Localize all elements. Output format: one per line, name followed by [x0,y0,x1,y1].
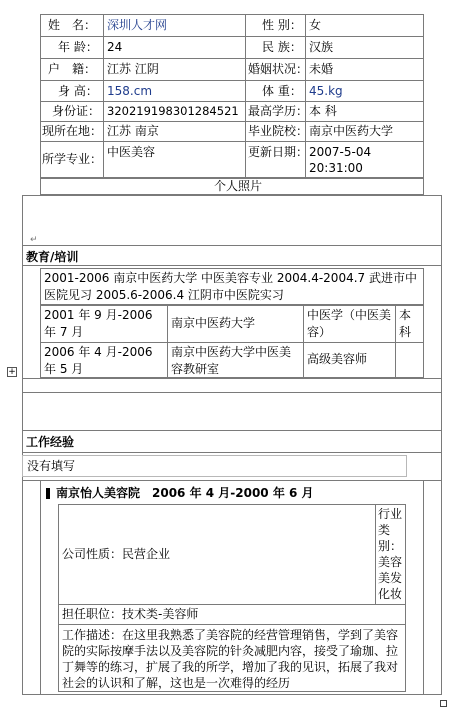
company-bullet [46,488,50,499]
work-heading: 工作经验 [26,435,75,449]
education-row-1-school: 南京中医药大学 [171,316,256,330]
height-value: 158.cm [107,84,153,98]
company-industry: 行业类别：美容美发化妆 [378,507,403,601]
weight-label: 体 重： [262,84,302,98]
name-value: 深圳人才网 [107,18,168,32]
hukou-value: 江苏 江阴 [107,62,159,76]
ethnicity-label: 民 族： [262,40,302,54]
school-label: 毕业院校： [248,124,309,138]
company-type: 公司性质：民营企业 [62,547,171,561]
updated-label: 更新日期： [248,145,309,159]
location-value: 江苏 南京 [107,124,159,138]
school-value: 南京中医药大学 [309,124,394,138]
education-row-2-major: 高级美容师 [307,352,368,366]
updated-value: 2007-5-04 20:31:00 [309,145,372,175]
education-value: 本 科 [309,104,337,118]
paragraph-mark: ↵ [30,235,38,245]
id-label: 身份证： [52,104,101,118]
company-header: 南京怡人美容院 2006 年 4 月-2000 年 6 月 [56,486,314,500]
major-label: 所学专业： [42,152,103,166]
education-row-2-school: 南京中医药大学中医美容教研室 [171,345,292,376]
id-value: 320219198301284521 [107,104,239,118]
ethnicity-value: 汉族 [309,40,334,54]
photo-label: 个人照片 [214,179,263,193]
page-end-marker [440,700,447,707]
education-row-2-period: 2006 年 4 月-2006 年 5 月 [44,345,153,376]
age-label: 年 龄： [58,40,98,54]
education-row-1-major: 中医学（中医美容） [307,308,392,339]
location-label: 现所在地： [42,124,103,138]
age-value: 24 [107,40,123,54]
position: 担任职位：技术类-美容师 [62,607,199,621]
work-note-cell [22,455,407,477]
work-note: 没有填写 [27,459,76,473]
name-label: 姓 名： [48,18,97,32]
work-description: 工作描述：在这里我熟悉了美容院的经营管理销售，学到了美容院的实际按摩手法以及美容院的针灸减肥内容，接受了瑜珈、拉丁舞等的练习，扩展了我的所学，增加了我的见识，拓展了我对社会的认识和了解，这也是一次难得的经历 [62,628,399,690]
weight-value: 45.kg [309,84,343,98]
height-label: 身 高： [58,84,98,98]
gender-value: 女 [309,18,322,32]
marital-value: 未婚 [309,62,334,76]
marital-label: 婚姻状况： [248,62,309,76]
education-row-1-degree: 本科 [399,308,412,339]
education-heading: 教育/培训 [26,250,79,264]
gender-label: 性 别： [262,18,302,32]
table-move-handle[interactable]: + [8,367,16,377]
major-value: 中医美容 [107,145,156,159]
education-summary: 2001-2006 南京中医药大学 中医美容专业 2004.4-2004.7 武进市中医院见习 2005.6-2006.4 江阴市中医院实习 [44,271,417,302]
education-label: 最高学历： [248,104,309,118]
education-row-1-period: 2001 年 9 月-2006 年 7 月 [44,308,153,339]
hukou-label: 户 籍： [48,62,97,76]
